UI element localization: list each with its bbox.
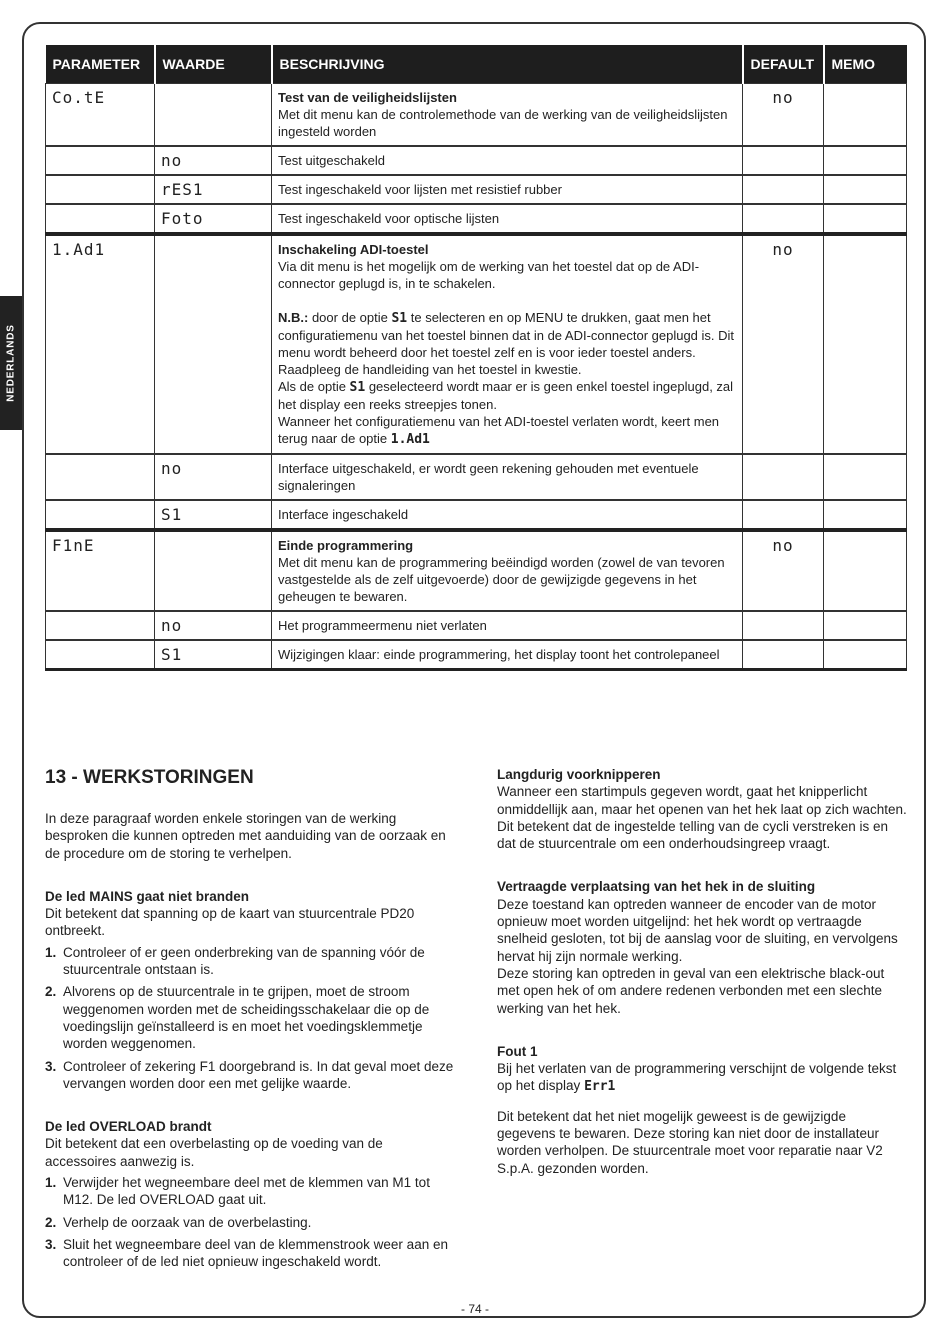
fout-text: [497, 1060, 907, 1096]
description-cell: Test uitgeschakeld: [272, 146, 743, 175]
note-text: geselecteerd wordt maar er is geen enkel toestel ingeplugd, zal het display een reeks streepjes tonen.: [278, 379, 734, 412]
description-cell: Het programmeermenu niet verlaten: [272, 611, 743, 640]
step-text: Alvorens op de stuurcentrale in te grijpen, moet de stroom weggenomen worden met de scheidingsschakelaar die op de voedingslijn geïnstalleerd is en moet het voedingsklemmetje worden weggenomen.: [63, 984, 430, 1052]
section-intro: In deze paragraaf worden enkele storingen van de werking besproken die kunnen optreden met aanduiding van de oorzaak en de procedure om de storing te verhelpen.: [45, 811, 446, 861]
description-cell: Test ingeschakeld voor lijsten met resistief rubber: [272, 175, 743, 204]
header-default: DEFAULT: [743, 45, 824, 84]
param-cell: [46, 454, 155, 500]
header-memo: MEMO: [824, 45, 907, 84]
step-text: Verwijder het wegneembare deel met de klemmen van M1 tot M12. De led OVERLOAD gaat uit.: [63, 1175, 430, 1208]
table-row: [46, 611, 907, 640]
lcd-option: S1: [349, 380, 366, 395]
description-title: Einde programmering: [278, 538, 414, 553]
param-cell: [46, 611, 155, 640]
list-item: 1. Controleer of er geen onderbreking van de spanning vóór de stuurcentrale ontstaan is.: [45, 944, 425, 978]
description-text: Via dit menu is het mogelijk om de werking van het toestel dat op de ADI-connector geplugd is, in te schakelen.: [278, 259, 700, 291]
list-item: 2. Verhelp de oorzaak van de overbelasting.: [45, 1214, 312, 1230]
default-cell: [743, 175, 824, 204]
default-cell: [743, 204, 824, 234]
overload-block: [45, 1118, 455, 1270]
param-cell: [46, 204, 155, 234]
description-cell: Test ingeschakeld voor optische lijsten: [272, 204, 743, 234]
value-cell: [155, 234, 272, 454]
description-cell: [272, 234, 743, 454]
table-row: [46, 146, 907, 175]
adi-note: [278, 309, 736, 361]
mains-text: Dit betekent dat spanning op de kaart van stuurcentrale PD20 ontbreekt.: [45, 906, 415, 939]
param-cell: [46, 500, 155, 530]
value-cell: [155, 84, 272, 147]
table-row: [46, 530, 907, 611]
value-cell: rES1: [155, 175, 272, 204]
note-line: Raadpleeg de handleiding van het toestel in kwestie.: [278, 362, 582, 377]
memo-cell: [824, 204, 907, 234]
table-row: [46, 640, 907, 670]
description-title: Test van de veiligheidslijsten: [278, 90, 457, 105]
section-heading: 13 - WERKSTORINGEN: [45, 767, 254, 788]
left-column: [45, 766, 455, 1276]
header-waarde: WAARDE: [155, 45, 272, 84]
value-cell: no: [155, 611, 272, 640]
right-column: [497, 766, 907, 1177]
mains-block: [45, 888, 455, 1092]
description-text: Met dit menu kan de controlemethode van de werking van de veiligheidslijsten ingesteld worden: [278, 107, 728, 139]
default-cell: [743, 146, 824, 175]
description-cell: Interface uitgeschakeld, er wordt geen rekening gehouden met eventuele signaleringen: [272, 454, 743, 500]
value-cell: S1: [155, 640, 272, 670]
display-code: Err1: [584, 1079, 616, 1095]
memo-cell: [824, 84, 907, 147]
lcd-option: S1: [391, 311, 408, 326]
description-cell: Interface ingeschakeld: [272, 500, 743, 530]
vertraagde-block: [497, 878, 907, 1016]
value-cell: no: [155, 454, 272, 500]
list-item: 3. Controleer of zekering F1 doorgebrand is. In dat geval moet deze vervangen worden door een met gelijke waarde.: [45, 1058, 454, 1091]
note-label: N.B.:: [278, 310, 309, 325]
step-text: Controleer of zekering F1 doorgebrand is. In dat geval moet deze vervangen worden door een met gelijke waarde.: [63, 1058, 454, 1091]
side-tab-label: NEDERLANDS: [5, 324, 17, 402]
table-header-row: [46, 45, 907, 84]
lcd-option: 1.Ad1: [390, 432, 430, 447]
mains-title: De led MAINS gaat niet branden: [45, 888, 250, 904]
fout-title: Fout 1: [497, 1043, 538, 1059]
memo-cell: [824, 611, 907, 640]
memo-cell: [824, 146, 907, 175]
voorknipperen-block: [497, 766, 907, 852]
param-cell: F1nE: [46, 530, 155, 611]
table-row: [46, 204, 907, 234]
param-cell: 1.Ad1: [46, 234, 155, 454]
default-cell: no: [743, 234, 824, 454]
description-title: Inschakeling ADI-toestel: [278, 242, 429, 257]
note-line: [278, 378, 736, 413]
param-cell: [46, 640, 155, 670]
default-cell: no: [743, 84, 824, 147]
list-item: 3. Sluit het wegneembare deel van de klemmenstrook weer aan en controleer of de led niet opnieuw ingeschakeld wordt.: [45, 1236, 448, 1270]
header-beschrijving: BESCHRIJVING: [272, 45, 743, 84]
memo-cell: [824, 234, 907, 454]
language-side-tab: [0, 296, 22, 430]
table-row: [46, 234, 907, 454]
memo-cell: [824, 500, 907, 530]
description-cell: Wijzigingen klaar: einde programmering, het display toont het controlepaneel: [272, 640, 743, 670]
spacer: [278, 292, 736, 309]
note-line: [278, 413, 736, 448]
default-cell: [743, 500, 824, 530]
vertraagde-text: Deze storing kan optreden in geval van een elektrische black-out met open hek of om andere redenen verbonden met een slechte werking van het hek.: [497, 965, 885, 1016]
value-cell: [155, 530, 272, 611]
list-item: 2. Alvorens op de stuurcentrale in te grijpen, moet de stroom weggenomen worden met de scheidingsschakelaar die op de voedingslijn geïnstalleerd is en moet het voedingsklemmetje worden weggenomen.: [45, 984, 430, 1052]
list-item: 1. Verwijder het wegneembare deel met de klemmen van M1 tot M12. De led OVERLOAD gaat uit.: [45, 1175, 430, 1208]
default-cell: [743, 454, 824, 500]
table-row: [46, 175, 907, 204]
fout-block: [497, 1043, 907, 1177]
memo-cell: [824, 175, 907, 204]
default-cell: [743, 640, 824, 670]
page-number: - 74 -: [460, 1302, 489, 1316]
voorknipperen-text: Wanneer een startimpuls gegeven wordt, gaat het knipperlicht onmiddellijk aan, maar het openen van het hek laat op zich wachten. Dit betekent dat de ingestelde telling van de cycli verstreken is en dat de stuurcentrale om een onderhoudsingreep vraagt.: [497, 784, 907, 852]
default-cell: no: [743, 530, 824, 611]
param-cell: [46, 175, 155, 204]
param-cell: Co.tE: [46, 84, 155, 147]
header-parameter: PARAMETER: [46, 45, 155, 84]
step-text: Verhelp de oorzaak van de overbelasting.: [63, 1214, 312, 1230]
step-text: Controleer of er geen onderbreking van de spanning vóór de stuurcentrale ontstaan is.: [63, 944, 425, 978]
note-text: door de optie: [308, 310, 392, 325]
voorknipperen-title: Langdurig voorknipperen: [497, 767, 661, 782]
value-cell: Foto: [155, 204, 272, 234]
description-text: Met dit menu kan de programmering beëindigd worden (zowel de van tevoren vastgestelde als de zelf uitgevoerde) door de gewijzigde gegevens in het geheugen te bewaren.: [278, 555, 725, 604]
note-text: Wanneer het configuratiemenu van het ADI-toestel verlaten wordt, keert men terug naar de optie: [278, 414, 720, 446]
note-text: te selecteren en op MENU te drukken, gaat men het configuratiemenu van het toestel binnen dat in de ADI-connector geplugd is. Dit menu wordt beheerd door het toestel zelf en is voor ieder toestel anders.: [278, 310, 735, 360]
overload-text: Dit betekent dat een overbelasting op de voeding van de accessoires aanwezig is.: [45, 1136, 383, 1169]
memo-cell: [824, 454, 907, 500]
vertraagde-title: Vertraagde verplaatsing van het hek in de sluiting: [497, 879, 816, 895]
overload-steps: [45, 1174, 455, 1270]
table-row: [46, 454, 907, 500]
param-cell: [46, 146, 155, 175]
value-cell: no: [155, 146, 272, 175]
parameter-table: [45, 45, 907, 671]
vertraagde-text: Deze toestand kan optreden wanneer de encoder van de motor opnieuw moet worden uitgelijnd: het hek wordt op vertraagde snelheid gesloten, tot bij de aanslag voor de sluiting, en vervolgens hervat hij zijn normale werking.: [497, 896, 898, 964]
memo-cell: [824, 640, 907, 670]
description-cell: [272, 530, 743, 611]
description-cell: [272, 84, 743, 147]
mains-steps: [45, 944, 455, 1092]
default-cell: [743, 611, 824, 640]
overload-title: De led OVERLOAD brandt: [45, 1119, 212, 1135]
note-text: Als de optie: [278, 379, 350, 394]
table-row: [46, 500, 907, 530]
memo-cell: [824, 530, 907, 611]
step-text: Sluit het wegneembare deel van de klemmenstrook weer aan en controleer of de led niet opnieuw ingeschakeld wordt.: [63, 1236, 448, 1270]
fout-text-prefix: Bij het verlaten van de programmering verschijnt de volgende tekst op het display: [497, 1061, 897, 1094]
fout-text: Dit betekent dat het niet mogelijk geweest is de gewijzigde gegevens te bewaren. Deze storing kan niet door de installateur worden verholpen. De stuurcentrale moet voor reparatie naar V2 S.p.A. gezonden worden.: [497, 1108, 883, 1176]
value-cell: S1: [155, 500, 272, 530]
table-row: [46, 84, 907, 147]
